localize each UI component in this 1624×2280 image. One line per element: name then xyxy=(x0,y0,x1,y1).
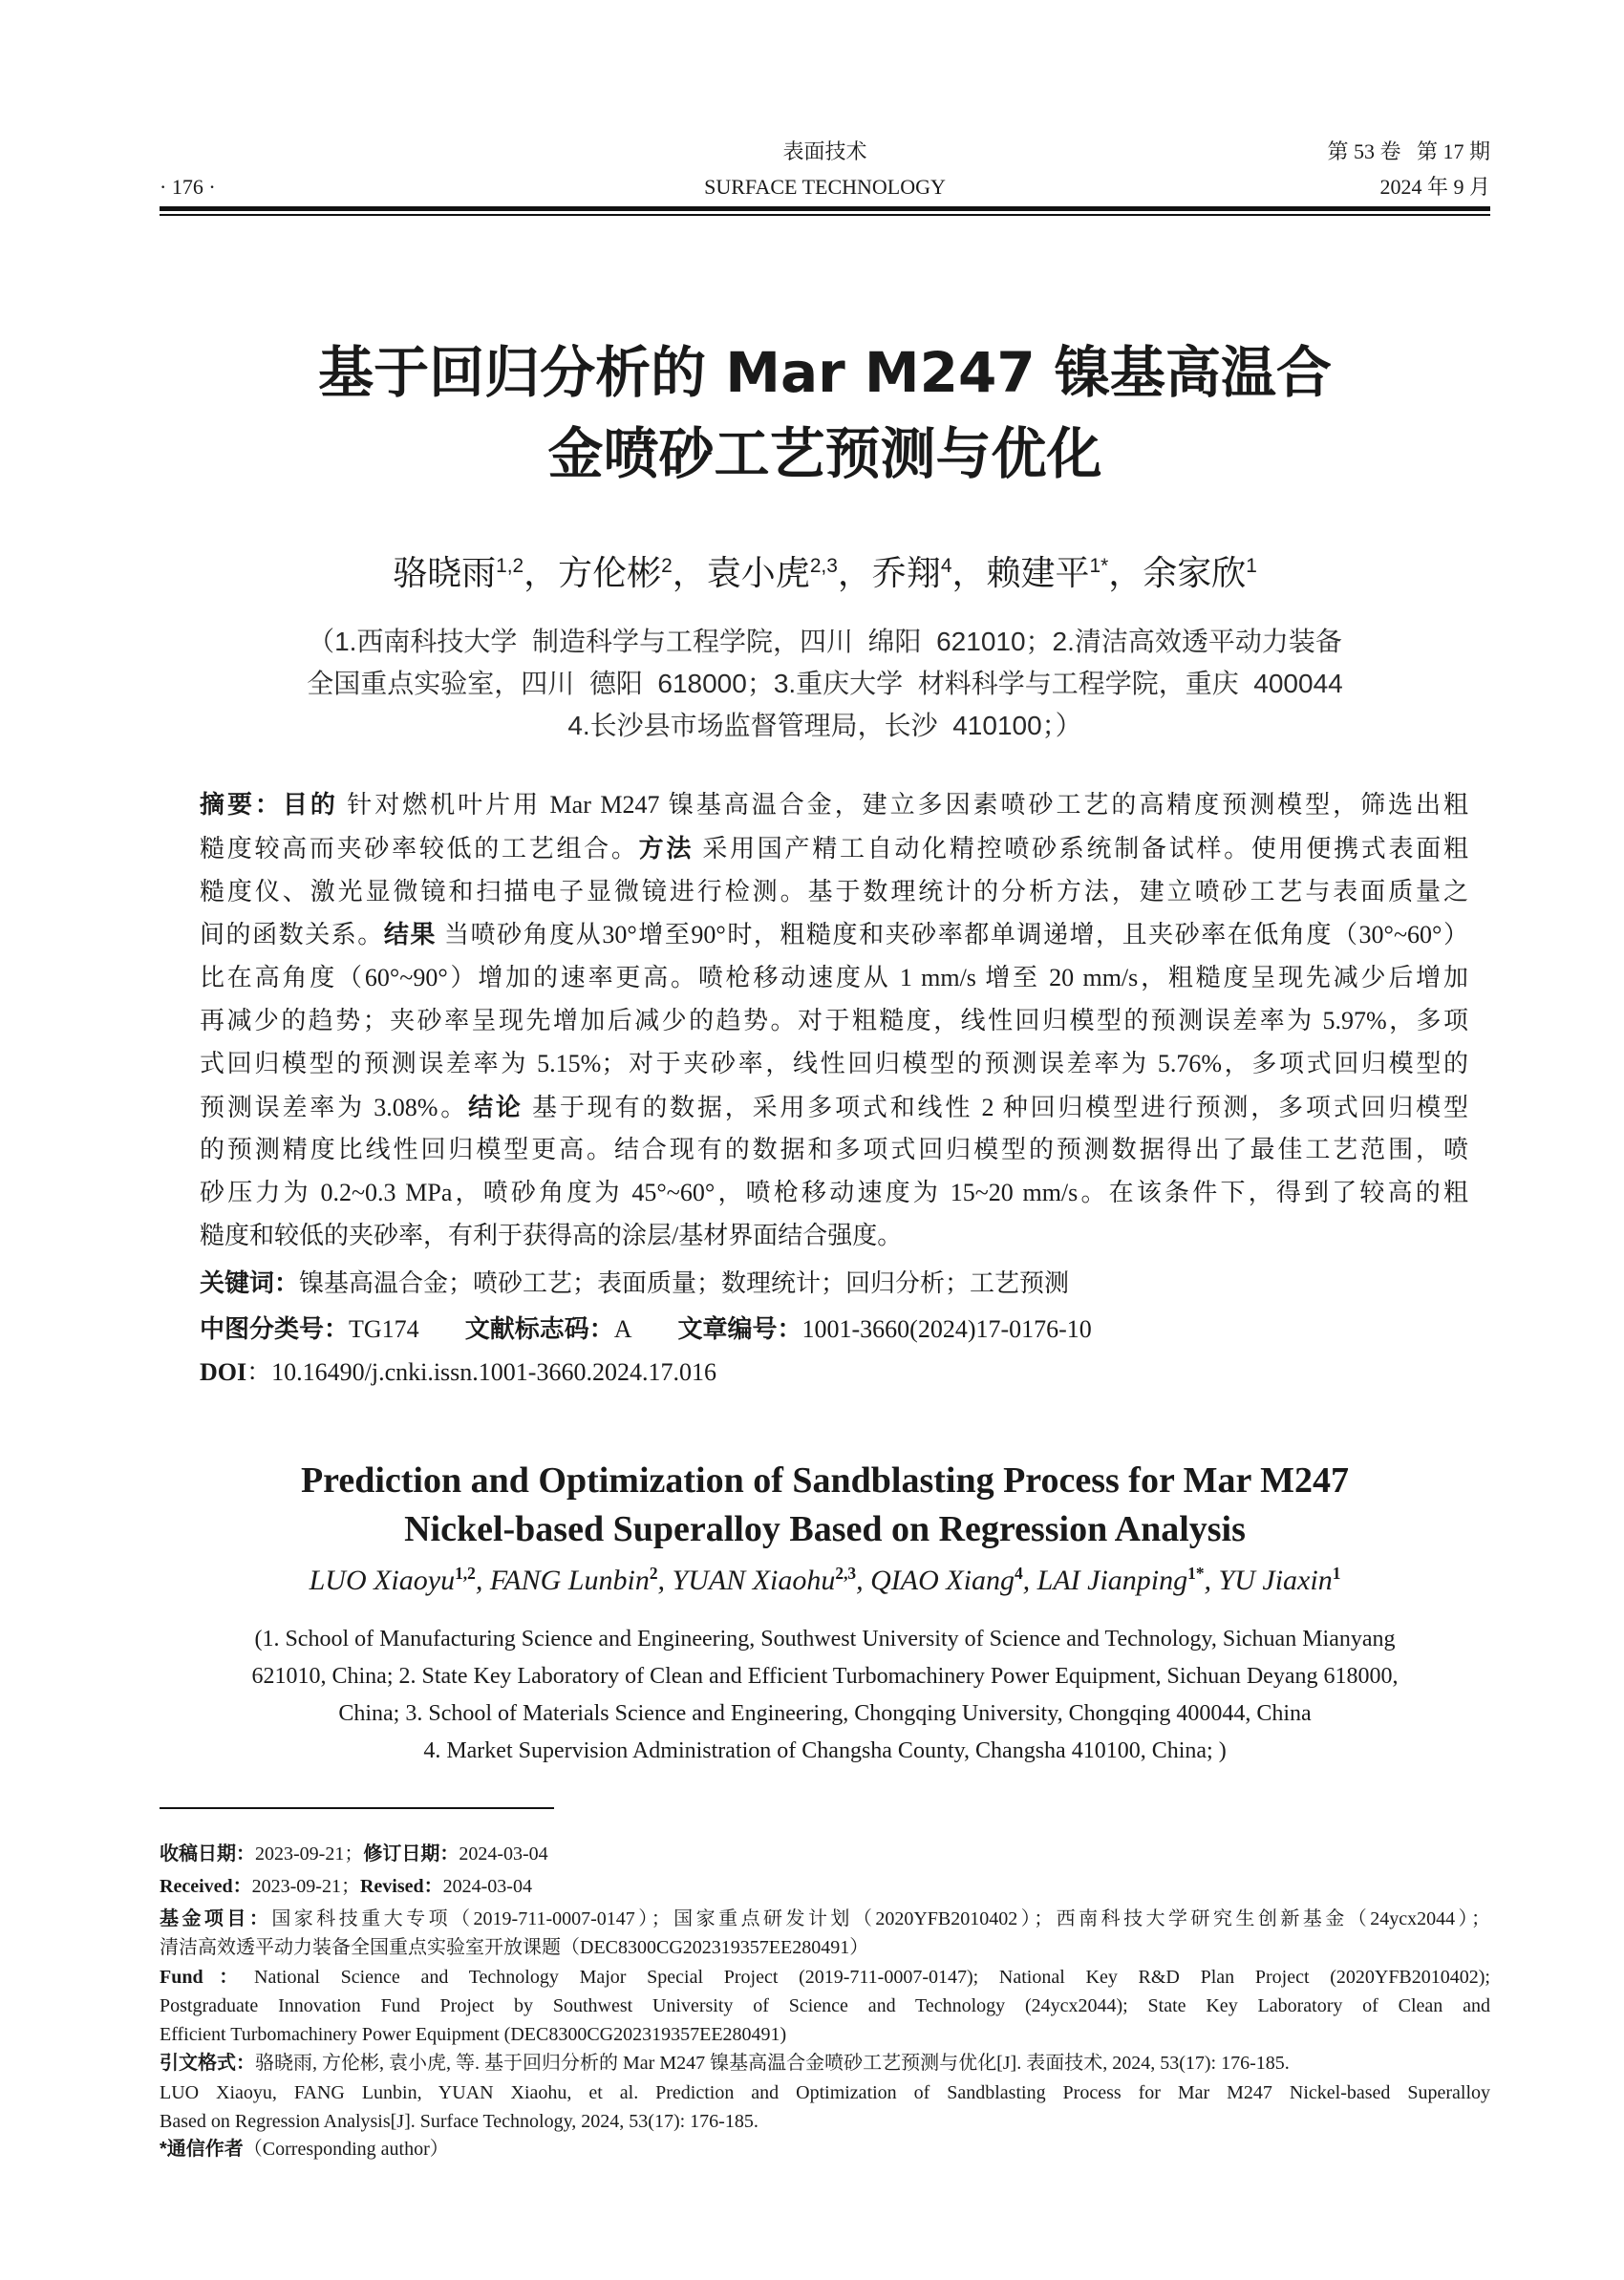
title-line: 金喷砂工艺预测与优化 xyxy=(547,421,1102,486)
text-run: China; 3. School of Materials Science and Engineering, Chongqing University, Chongqing 400044, China xyxy=(338,1701,1312,1726)
footnote-line xyxy=(160,2049,1490,2078)
text-run: 骆晓雨, 方伦彬, 袁小虎, 等. 基于回归分析的 Mar M247 镍基高温合金喷砂工艺预测与优化[J]. 表面技术, 2024, 53(17): 176-185. xyxy=(255,2053,1290,2074)
text-run: 2024-03-04 xyxy=(459,1843,548,1864)
text-run: ，袁小虎 xyxy=(672,553,810,592)
issue-date: 2024 年 9 月 xyxy=(1379,175,1490,199)
bold-label: *通信作者 xyxy=(160,2139,244,2160)
superscript: 1 xyxy=(1246,555,1257,577)
superscript: 1* xyxy=(1089,555,1109,577)
text-run: LUO Xiaoyu, FANG Lunbin, YUAN Xiaohu, et al. Prediction and Optimization of Sandblasting Process for Mar M247 Nickel-based Superalloy xyxy=(160,2082,1490,2103)
bold-label: 中图分类号： xyxy=(200,1314,350,1343)
keywords-cn xyxy=(200,1262,1468,1305)
text-run: 2023-09-21； xyxy=(255,1843,364,1864)
text-run: 4.长沙县市场监督管理局，长沙 410100；） xyxy=(567,711,1082,740)
affiliation-line xyxy=(160,1695,1490,1733)
footnote-line xyxy=(160,2135,1490,2163)
abstract-line xyxy=(200,783,1468,827)
abstract-line xyxy=(200,957,1468,1000)
bold-label: 文章编号： xyxy=(677,1314,802,1343)
text-run: ，乔翔 xyxy=(837,553,941,592)
affiliations-en xyxy=(160,1621,1490,1770)
text-run: 2024-03-04 xyxy=(442,1876,532,1897)
footnote-line xyxy=(160,1872,1490,1901)
author-line xyxy=(160,549,1490,597)
text-run: 当喷砂角度从30°增至90°时，粗糙度和夹砂率都单调递增，且夹砂率在低角度（30°~60°） xyxy=(436,921,1468,949)
text-run: , LAI Jianping xyxy=(1022,1565,1188,1596)
affiliation-line xyxy=(160,663,1490,705)
paper-title-cn xyxy=(160,332,1490,495)
affiliation-line xyxy=(160,1621,1490,1658)
doi xyxy=(200,1352,1468,1394)
text-run: (1. School of Manufacturing Science and Engineering, Southwest University of Science and Technology, Sichuan Mianyang xyxy=(254,1627,1396,1651)
bold-label: 引文格式： xyxy=(160,2053,255,2074)
text-run: ：10.16490/j.cnki.issn.1001-3660.2024.17.016 xyxy=(246,1358,716,1386)
bold-label: Received： xyxy=(160,1876,252,1897)
title-line: Nickel-based Superalloy Based on Regression Analysis xyxy=(404,1509,1246,1549)
footnote-citation-cn xyxy=(160,2049,1490,2078)
footnote-line xyxy=(160,1840,1490,1868)
text-run: （Corresponding author） xyxy=(243,2139,449,2160)
text-run: 全国重点实验室，四川 德阳 618000；3.重庆大学 材料科学与工程学院，重庆 400044 xyxy=(307,669,1343,698)
superscript: 2,3 xyxy=(835,1564,857,1583)
text-run: 砂压力为 0.2~0.3 MPa，喷砂角度为 45°~60°，喷枪移动速度为 15~20 mm/s。在该条件下，得到了较高的粗 xyxy=(200,1179,1468,1207)
abstract-line xyxy=(200,871,1468,914)
classification-info xyxy=(200,1308,1468,1351)
bold-label: Revised： xyxy=(359,1876,443,1897)
authors-en xyxy=(160,1562,1490,1600)
text-run: 镍基高温合金；喷砂工艺；表面质量；数理统计；回归分析；工艺预测 xyxy=(299,1269,1070,1297)
bold-label: 收稿日期： xyxy=(160,1843,255,1864)
keywords-line xyxy=(200,1262,1468,1305)
abstract-line xyxy=(200,913,1468,957)
text-run: 再减少的趋势；夹砂率呈现先增加后减少的趋势。对于粗糙度，线性回归模型的预测误差率为 5.97%，多项 xyxy=(200,1006,1468,1034)
footnote-fund-cn xyxy=(160,1905,1490,1962)
text-run: 针对燃机叶片用 Mar M247 镍基高温合金，建立多因素喷砂工艺的高精度预测模型，筛选出粗 xyxy=(337,791,1468,819)
abstract-line xyxy=(200,1086,1468,1130)
bold-label: 结论 xyxy=(468,1092,524,1121)
superscript: 2,3 xyxy=(809,555,838,577)
text-run: LUO Xiaoyu xyxy=(309,1565,456,1596)
text-run: 糙度较高而夹砂率较低的工艺组合。 xyxy=(200,834,639,863)
text-run: Based on Regression Analysis[J]. Surface Technology, 2024, 53(17): 176-185. xyxy=(160,2111,759,2132)
superscript: 2 xyxy=(661,555,673,577)
superscript: 4 xyxy=(940,555,952,577)
text-run: 糙度仪、激光显微镜和扫描电子显微镜进行检测。基于数理统计的分析方法，建立喷砂工艺与表面质量之 xyxy=(200,877,1468,906)
text-run: （1.西南科技大学 制造科学与工程学院，四川 绵阳 621010；2.清洁高效透平动力装备 xyxy=(308,627,1342,656)
abstract-cn xyxy=(200,783,1468,1258)
bold-label: 基金项目： xyxy=(160,1908,272,1929)
footnote-received-en xyxy=(160,1872,1490,1901)
text-run: 基于现有的数据，采用多项式和线性 2 种回归模型进行预测，多项式回归模型 xyxy=(523,1093,1468,1121)
superscript: 2 xyxy=(649,1564,658,1583)
paper-title-en xyxy=(160,1457,1490,1554)
abstract-line xyxy=(200,1043,1468,1086)
footnote-line xyxy=(160,2107,1490,2136)
superscript: 1 xyxy=(1332,1564,1341,1583)
bold-label: 摘要： xyxy=(200,790,283,819)
text-run: 4. Market Supervision Administration of Changsha County, Changsha 410100, China; ) xyxy=(423,1738,1227,1763)
footnote-line xyxy=(160,2078,1490,2107)
footnote-received-cn xyxy=(160,1840,1490,1868)
abstract-line xyxy=(200,1215,1468,1258)
footnote-corresponding xyxy=(160,2135,1490,2163)
superscript: 1* xyxy=(1187,1564,1205,1583)
author-line xyxy=(160,1562,1490,1600)
abstract-line xyxy=(200,1172,1468,1215)
bold-label: 修订日期： xyxy=(363,1843,459,1864)
text-run: 糙度和较低的夹砂率，有利于获得高的涂层/基材界面结合强度。 xyxy=(200,1221,903,1249)
footnote-line xyxy=(160,1933,1490,1962)
text-run: 1001-3660(2024)17-0176-10 xyxy=(801,1315,1092,1343)
title-line: 基于回归分析的 Mar M247 镍基高温合 xyxy=(318,340,1332,405)
footnote-fund-en xyxy=(160,1963,1490,2049)
text-run: Efficient Turbomachinery Power Equipment (DEC8300CG202319357EE280491) xyxy=(160,2024,787,2045)
affiliation-line xyxy=(160,1658,1490,1695)
text-run: 的预测精度比线性回归模型更高。结合现有的数据和多项式回归模型的预测数据得出了最佳工艺范围，喷 xyxy=(200,1136,1468,1164)
text-run: 式回归模型的预测误差率为 5.15%；对于夹砂率，线性回归模型的预测误差率为 5.76%，多项式回归模型的 xyxy=(200,1049,1468,1077)
text-run: TG174 xyxy=(349,1315,419,1343)
text-run: , YUAN Xiaohu xyxy=(657,1565,836,1596)
footnote-line xyxy=(160,2020,1490,2049)
title-line: Prediction and Optimization of Sandblasting Process for Mar M247 xyxy=(300,1460,1350,1501)
text-run: Postgraduate Innovation Fund Project by Southwest University of Science and Technology (24ycx2044); State Key Laboratory of Clean and xyxy=(160,1995,1490,2016)
superscript: 1,2 xyxy=(496,555,524,577)
bold-label: 结果 xyxy=(383,920,437,949)
text-run: 2023-09-21； xyxy=(251,1876,360,1897)
doi-line xyxy=(200,1352,1468,1394)
text-run: 预测误差率为 3.08%。 xyxy=(200,1093,469,1121)
bold-label: 方法 xyxy=(638,833,694,863)
text-run: ，余家欣 xyxy=(1108,553,1247,592)
journal-title-en: SURFACE TECHNOLOGY xyxy=(704,175,946,199)
affiliation-line xyxy=(160,1733,1490,1770)
volume-issue: 第 53 卷 第 17 期 xyxy=(1327,139,1490,163)
bold-label: 目的 xyxy=(282,790,338,819)
footnote-rule xyxy=(160,1807,554,1809)
text-run: ，方伦彬 xyxy=(524,553,662,592)
page-number: · 176 · xyxy=(160,175,216,199)
classification-line xyxy=(200,1308,1468,1351)
bold-label: DOI xyxy=(200,1358,247,1386)
abstract-line xyxy=(200,827,1468,871)
superscript: 4 xyxy=(1014,1564,1023,1583)
abstract-line xyxy=(200,1129,1468,1172)
affiliation-line xyxy=(160,621,1490,663)
text-run: A xyxy=(613,1315,632,1343)
footnote-citation-en xyxy=(160,2078,1490,2136)
text-run: ，赖建平 xyxy=(951,553,1090,592)
bold-label: 关键词： xyxy=(200,1268,300,1297)
text-run: 骆晓雨 xyxy=(393,553,497,592)
affiliation-line xyxy=(160,705,1490,747)
header-rule-thin xyxy=(160,214,1490,216)
bold-label: Fund： xyxy=(160,1967,255,1988)
text-run: , FANG Lunbin xyxy=(475,1565,650,1596)
footnote-line xyxy=(160,1905,1490,1933)
affiliations-cn xyxy=(160,621,1490,747)
superscript: 1,2 xyxy=(455,1564,476,1583)
authors-cn xyxy=(160,549,1490,597)
text-run: 清洁高效透平动力装备全国重点实验室开放课题（DEC8300CG202319357EE280491） xyxy=(160,1937,869,1958)
text-run: 比在高角度（60°~90°）增加的速率更高。喷枪移动速度从 1 mm/s 增至 20 mm/s，粗糙度呈现先减少后增加 xyxy=(200,964,1468,992)
text-run: , YU Jiaxin xyxy=(1204,1565,1333,1596)
text-run: 采用国产精工自动化精控喷砂系统制备试样。使用便携式表面粗 xyxy=(694,834,1468,863)
header-rule xyxy=(160,206,1490,211)
journal-title-cn: 表面技术 xyxy=(782,139,867,163)
text-run: 间的函数关系。 xyxy=(200,921,384,949)
footnote-line xyxy=(160,1992,1490,2020)
text-run: National Science and Technology Major Special Project (2019-711-0007-0147); National Key R&D Plan Project (2020YFB2010402); xyxy=(254,1967,1490,1988)
text-run: 621010, China; 2. State Key Laboratory of Clean and Efficient Turbomachinery Power Equipment, Sichuan Deyang 618000, xyxy=(251,1664,1399,1689)
text-run: 国家科技重大专项（2019-711-0007-0147）；国家重点研发计划（2020YFB2010402）；西南科技大学研究生创新基金（24ycx2044）； xyxy=(271,1908,1491,1929)
footnote-line xyxy=(160,1963,1490,1992)
abstract-line xyxy=(200,1000,1468,1043)
bold-label: 文献标志码： xyxy=(464,1314,614,1343)
text-run: , QIAO Xiang xyxy=(856,1565,1015,1596)
